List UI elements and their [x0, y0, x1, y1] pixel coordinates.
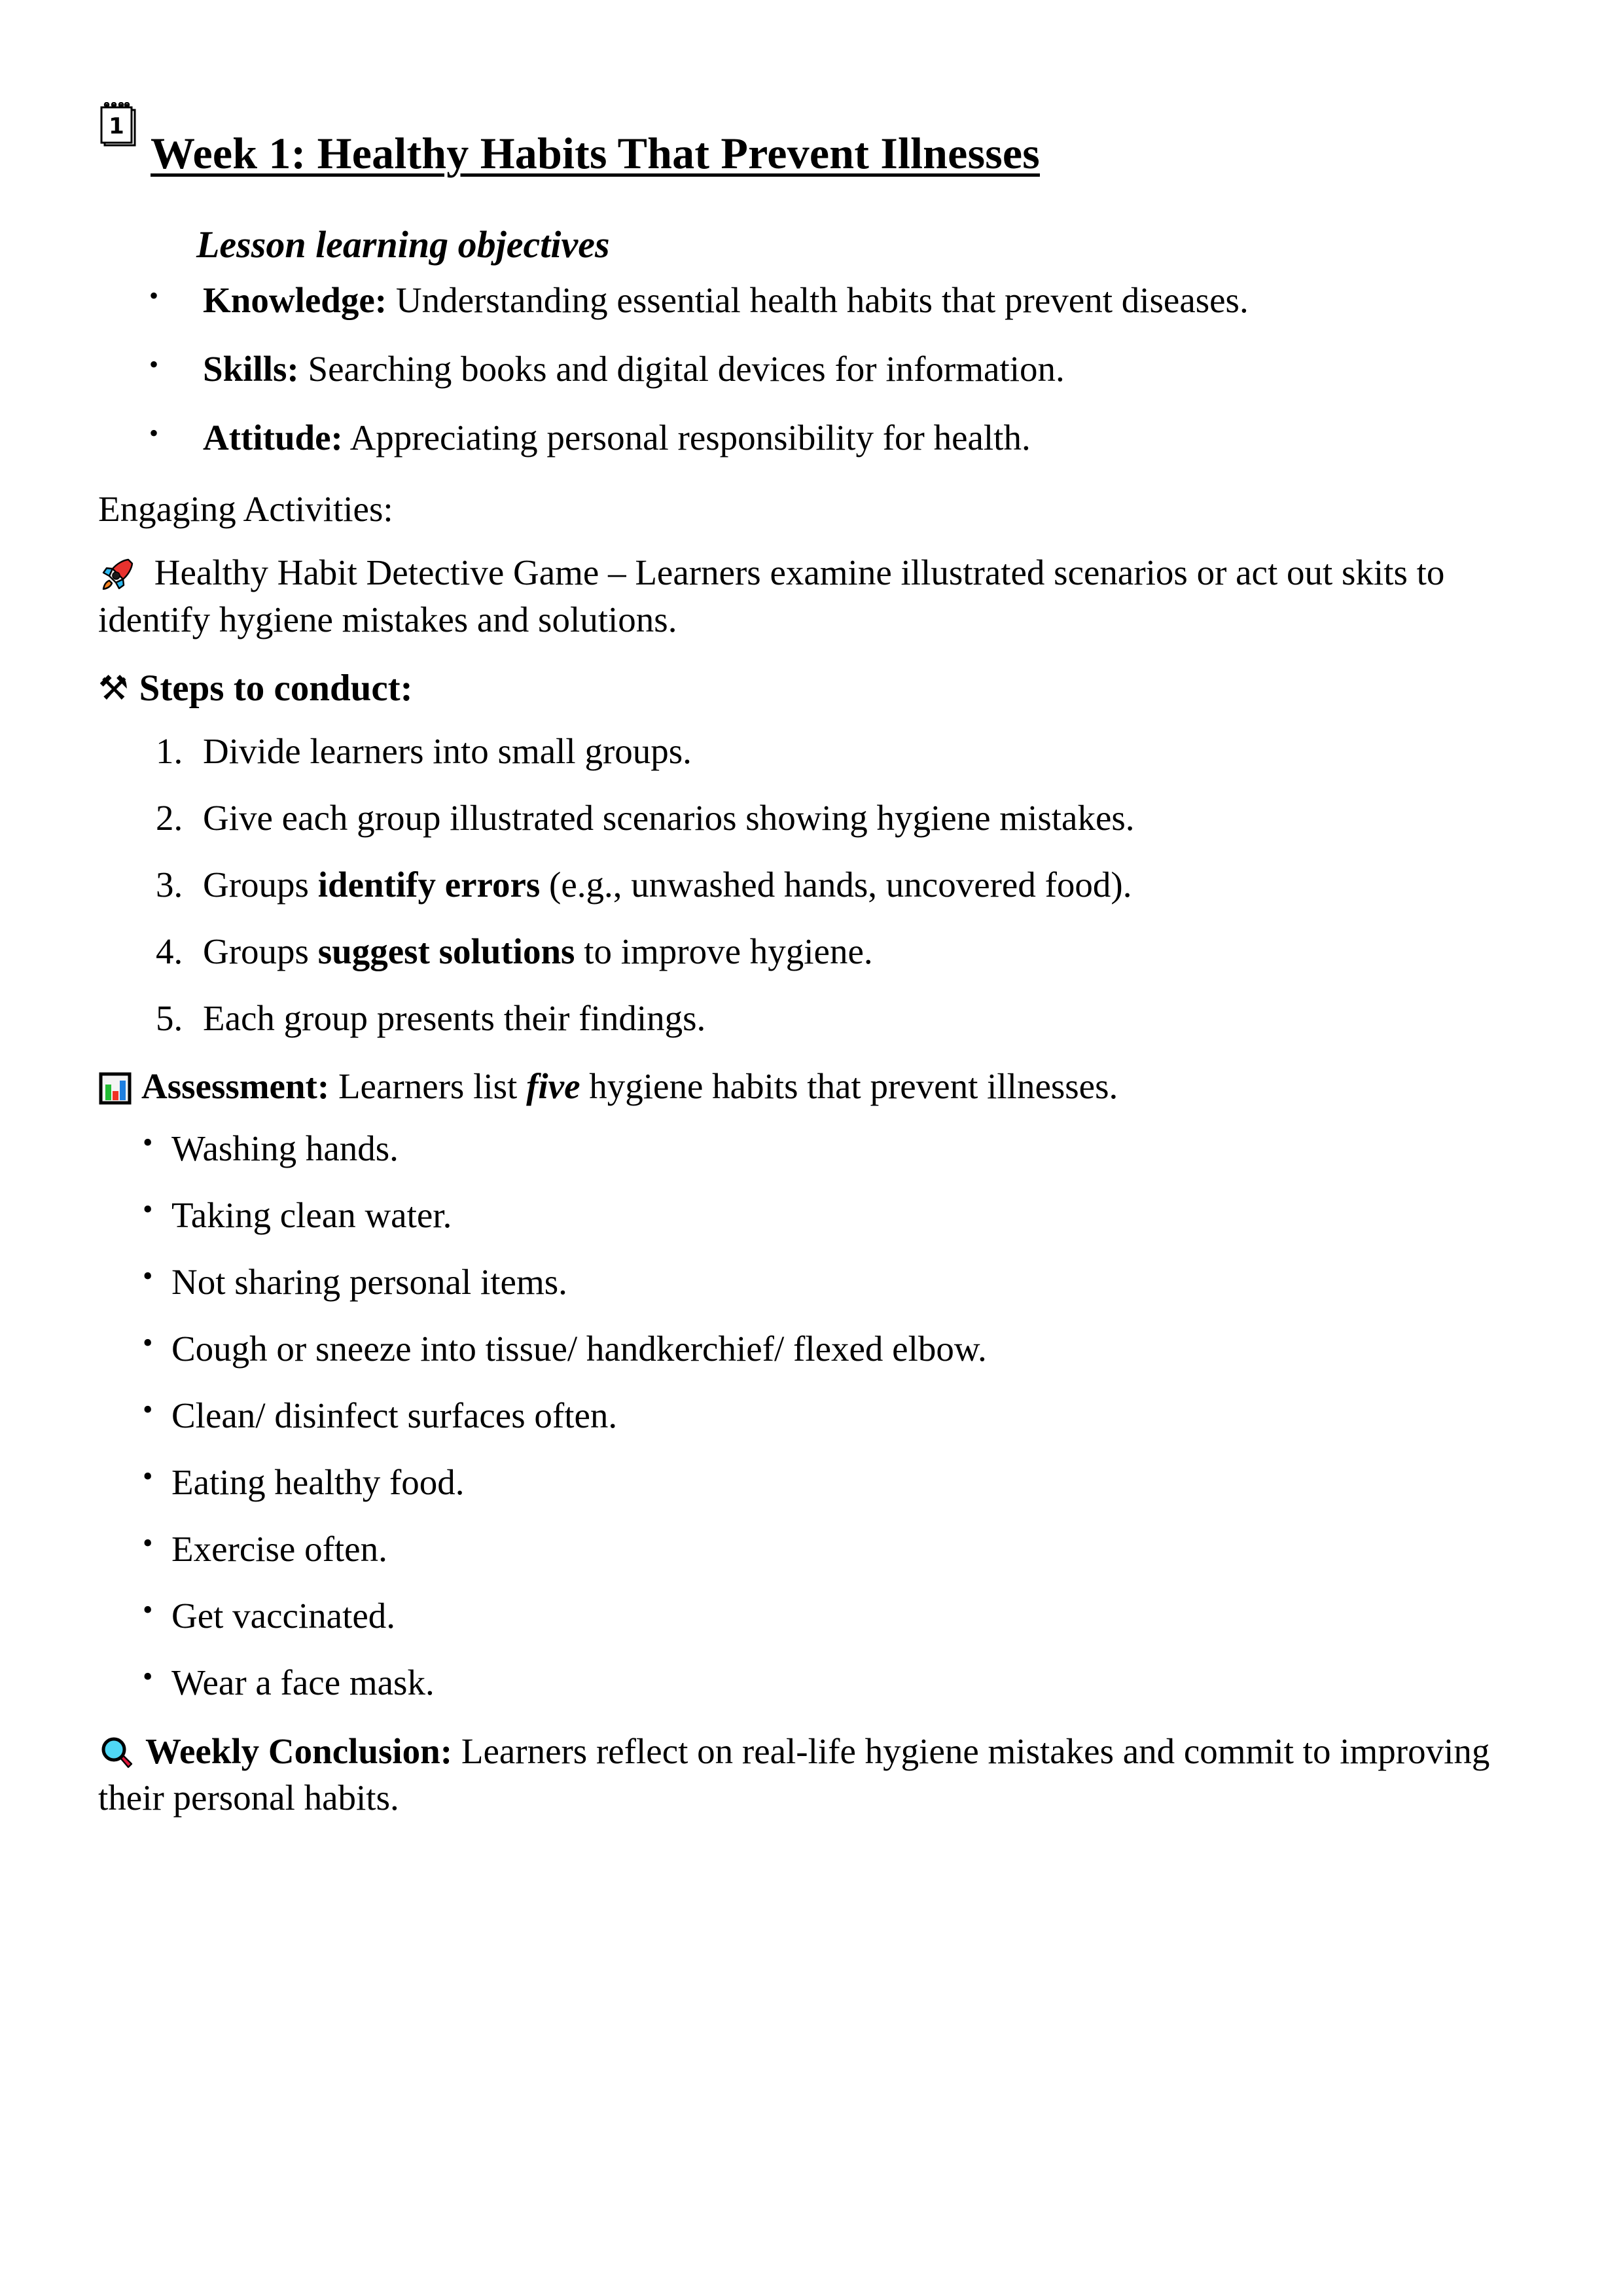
- magnifying-glass-icon: [98, 1734, 136, 1772]
- activity-text: Healthy Habit Detective Game – Learners examine illustrated scenarios or act out skits to identify hygiene mistakes and solutions.: [98, 552, 1445, 639]
- engaging-activities-label: Engaging Activities:: [98, 488, 393, 529]
- objective-label: Knowledge:: [203, 279, 387, 320]
- list-item: • Clean/ disinfect surfaces often.: [98, 1394, 1508, 1437]
- assessment-text-after: hygiene habits that prevent illnesses.: [580, 1066, 1118, 1107]
- step-item: [98, 863, 1508, 906]
- objective-item-attitude: [98, 417, 1508, 459]
- assessment-text-before: Learners list: [329, 1066, 527, 1107]
- objective-text: Searching books and digital devices for information.: [298, 348, 1065, 389]
- objective-item-knowledge: [98, 279, 1508, 322]
- step-text: Each group presents their findings.: [203, 998, 706, 1039]
- step-text: Give each group illustrated scenarios showing hygiene mistakes.: [203, 798, 1135, 838]
- list-item: • Taking clean water.: [98, 1194, 1508, 1237]
- bar-chart-icon: [98, 1071, 132, 1105]
- step-text: Groups: [203, 931, 318, 972]
- objective-label: Attitude:: [203, 417, 343, 457]
- steps-heading-text: Steps to conduct:: [139, 668, 413, 709]
- spiral-notepad-1-icon: [98, 102, 139, 149]
- step-item: [98, 997, 1508, 1040]
- step-text-after: (e.g., unwashed hands, uncovered food).: [540, 865, 1132, 905]
- lesson-objectives-heading: Lesson learning objectives: [196, 223, 610, 266]
- hygiene-habits-list: [98, 1127, 1508, 1704]
- page-title-row: [98, 98, 1508, 207]
- list-item: • Exercise often.: [98, 1528, 1508, 1571]
- step-bold: identify errors: [317, 865, 541, 905]
- objective-text: Understanding essential health habits that prevent diseases.: [387, 279, 1249, 320]
- hammer-and-wrench-icon: ⚒: [98, 668, 129, 708]
- list-item: • Cough or sneeze into tissue/ handkerchief/ flexed elbow.: [98, 1327, 1508, 1371]
- objective-item-skills: [98, 348, 1508, 391]
- weekly-conclusion-paragraph: [98, 1728, 1508, 1821]
- step-item: [98, 730, 1508, 773]
- step-item: [98, 797, 1508, 840]
- steps-to-conduct-heading: [98, 665, 1508, 711]
- step-bold: suggest solutions: [317, 931, 575, 972]
- step-item: [98, 930, 1508, 973]
- conclusion-label: Weekly Conclusion:: [145, 1731, 453, 1771]
- list-item: • Not sharing personal items.: [98, 1261, 1508, 1304]
- steps-list: [98, 730, 1508, 1040]
- activity-paragraph: [98, 549, 1508, 643]
- step-text: Divide learners into small groups.: [203, 731, 692, 772]
- rocket-icon: [98, 556, 136, 594]
- svg-text:1: 1: [109, 113, 124, 139]
- list-item: • Get vaccinated.: [98, 1594, 1508, 1638]
- objective-text: Appreciating personal responsibility for health.: [342, 417, 1031, 457]
- step-text-after: to improve hygiene.: [575, 931, 873, 972]
- objective-label: Skills:: [203, 348, 299, 389]
- page-title: Week 1: Healthy Habits That Prevent Illnesses: [151, 128, 1040, 178]
- list-item: • Wear a face mask.: [98, 1661, 1508, 1704]
- list-item: • Washing hands.: [98, 1127, 1508, 1170]
- conclusion-text: Learners reflect on real-life hygiene mistakes and commit to improving their personal habits.: [98, 1731, 1490, 1818]
- step-text: Groups: [203, 865, 318, 905]
- objectives-list: [98, 279, 1508, 459]
- list-item: • Eating healthy food.: [98, 1461, 1508, 1504]
- assessment-emphasis: five: [526, 1066, 580, 1107]
- assessment-paragraph: [98, 1064, 1508, 1109]
- assessment-label: Assessment:: [141, 1066, 330, 1107]
